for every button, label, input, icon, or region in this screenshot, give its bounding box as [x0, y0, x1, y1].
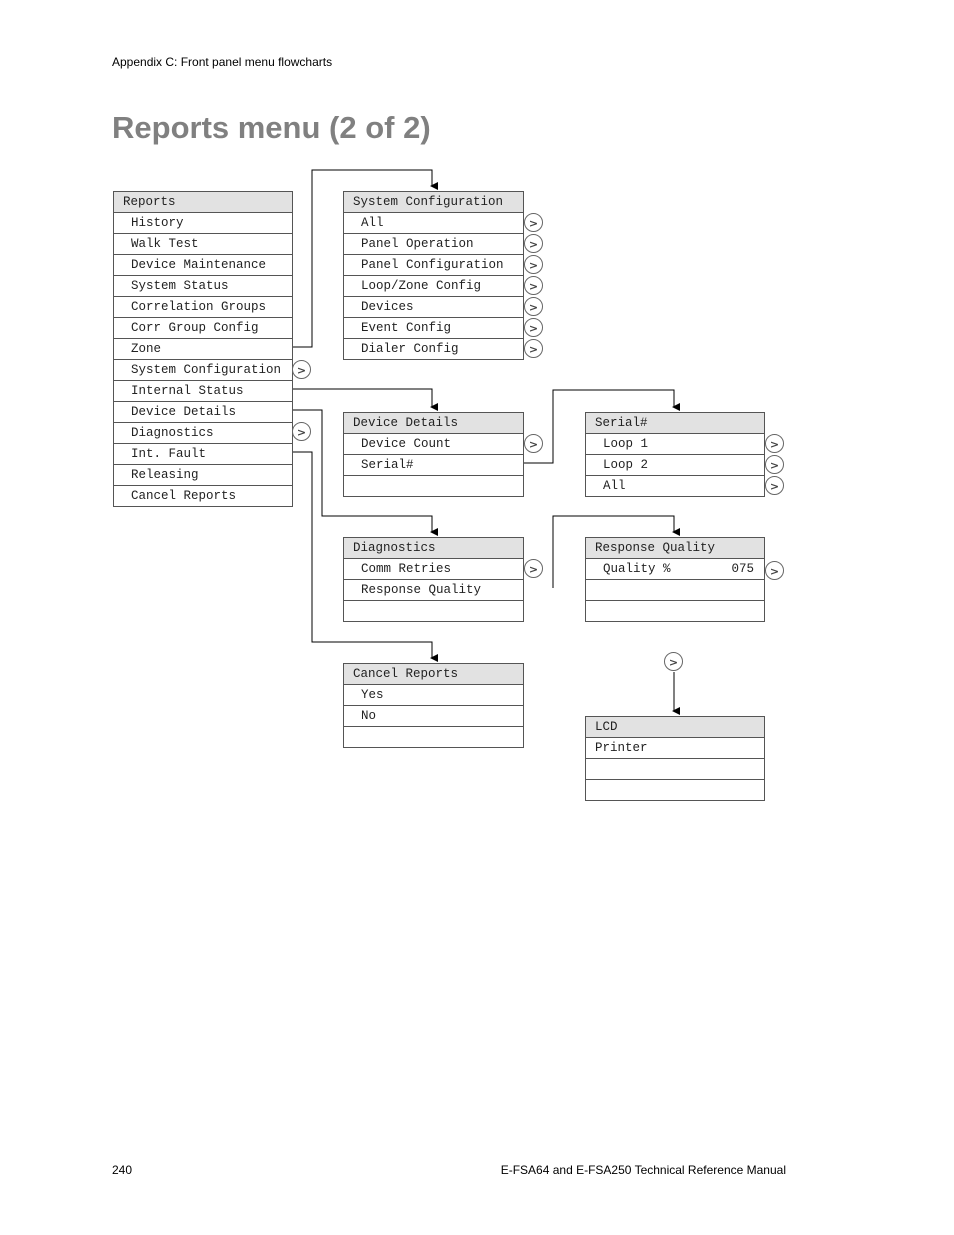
cancel-reports-item-no[interactable]: No [344, 705, 523, 726]
sysconfig-event-config-arrow-button[interactable]: > [524, 318, 543, 337]
reports-item-int-fault[interactable]: Int. Fault [114, 443, 292, 464]
sysconfig-item-devices[interactable]: Devices [344, 296, 523, 317]
device-details-device-count-arrow-button[interactable]: > [524, 434, 543, 453]
response-quality-item-quality[interactable] [586, 558, 764, 579]
output-menu [585, 716, 765, 801]
serial-loop-2-arrow-button[interactable]: > [765, 455, 784, 474]
response-quality-item-empty-2 [586, 600, 764, 621]
response-quality-arrow-button[interactable]: > [765, 561, 784, 580]
reports-item-walk-test[interactable]: Walk Test [114, 233, 292, 254]
sysconfig-panel-operation-arrow-button[interactable]: > [524, 234, 543, 253]
reports-item-cancel-reports[interactable]: Cancel Reports [114, 485, 292, 506]
reports-menu [113, 191, 293, 507]
diagnostics-item-response-quality[interactable]: Response Quality [344, 579, 523, 600]
serial-all-arrow-button[interactable]: > [765, 476, 784, 495]
serial-item-loop-2[interactable]: Loop 2 [586, 454, 764, 475]
response-quality-menu-header: Response Quality [586, 538, 764, 558]
system-configuration-menu [343, 191, 524, 360]
device-details-item-serial[interactable]: Serial# [344, 454, 523, 475]
sysconfig-all-arrow-button[interactable]: > [524, 213, 543, 232]
quality-label: Quality % [603, 562, 671, 576]
output-menu-header: LCD [586, 717, 764, 737]
page-title: Reports menu (2 of 2) [112, 110, 431, 145]
output-item-printer[interactable]: Printer [586, 737, 764, 758]
reports-item-zone[interactable]: Zone [114, 338, 292, 359]
diagnostics-menu [343, 537, 524, 622]
sysconfig-item-dialer-config[interactable]: Dialer Config [344, 338, 523, 359]
output-item-empty-1 [586, 758, 764, 779]
reports-item-corr-group-config[interactable]: Corr Group Config [114, 317, 292, 338]
output-entry-arrow-button[interactable]: > [664, 652, 683, 671]
serial-menu [585, 412, 765, 497]
device-details-menu [343, 412, 524, 497]
reports-item-correlation-groups[interactable]: Correlation Groups [114, 296, 292, 317]
reports-item-diagnostics[interactable]: Diagnostics [114, 422, 292, 443]
cancel-reports-item-yes[interactable]: Yes [344, 684, 523, 705]
manual-title: E-FSA64 and E-FSA250 Technical Reference Manual [500, 1163, 786, 1177]
device-details-menu-header: Device Details [344, 413, 523, 433]
reports-item-system-status[interactable]: System Status [114, 275, 292, 296]
diagnostics-item-comm-retries[interactable]: Comm Retries [344, 558, 523, 579]
reports-item-device-details[interactable]: Device Details [114, 401, 292, 422]
serial-menu-header: Serial# [586, 413, 764, 433]
reports-item-device-maintenance[interactable]: Device Maintenance [114, 254, 292, 275]
serial-item-loop-1[interactable]: Loop 1 [586, 433, 764, 454]
running-head: Appendix C: Front panel menu flowcharts [112, 55, 333, 69]
sysconfig-item-all[interactable]: All [344, 212, 523, 233]
device-details-item-device-count[interactable]: Device Count [344, 433, 523, 454]
reports-system-configuration-arrow-button[interactable]: > [292, 360, 311, 379]
sysconfig-devices-arrow-button[interactable]: > [524, 297, 543, 316]
device-details-item-empty [344, 475, 523, 496]
sysconfig-item-panel-operation[interactable]: Panel Operation [344, 233, 523, 254]
sysconfig-item-panel-configuration[interactable]: Panel Configuration [344, 254, 523, 275]
cancel-reports-item-empty [344, 726, 523, 747]
system-configuration-menu-header: System Configuration [344, 192, 523, 212]
connector-device-details [291, 389, 432, 407]
sysconfig-panel-configuration-arrow-button[interactable]: > [524, 255, 543, 274]
diagnostics-item-empty [344, 600, 523, 621]
serial-item-all[interactable]: All [586, 475, 764, 496]
response-quality-item-empty-1 [586, 579, 764, 600]
page-number: 240 [112, 1163, 133, 1177]
sysconfig-loop-zone-config-arrow-button[interactable]: > [524, 276, 543, 295]
sysconfig-item-loop-zone-config[interactable]: Loop/Zone Config [344, 275, 523, 296]
reports-item-history[interactable]: History [114, 212, 292, 233]
diagnostics-comm-retries-arrow-button[interactable]: > [524, 559, 543, 578]
cancel-reports-menu-header: Cancel Reports [344, 664, 523, 684]
response-quality-menu [585, 537, 765, 622]
reports-item-system-configuration[interactable]: System Configuration [114, 359, 292, 380]
reports-item-internal-status[interactable]: Internal Status [114, 380, 292, 401]
serial-loop-1-arrow-button[interactable]: > [765, 434, 784, 453]
output-item-empty-2 [586, 779, 764, 800]
cancel-reports-menu [343, 663, 524, 748]
quality-value: 075 [731, 562, 754, 576]
reports-diagnostics-arrow-button[interactable]: > [292, 422, 311, 441]
reports-item-releasing[interactable]: Releasing [114, 464, 292, 485]
sysconfig-item-event-config[interactable]: Event Config [344, 317, 523, 338]
sysconfig-dialer-config-arrow-button[interactable]: > [524, 339, 543, 358]
diagnostics-menu-header: Diagnostics [344, 538, 523, 558]
reports-menu-header: Reports [114, 192, 292, 212]
